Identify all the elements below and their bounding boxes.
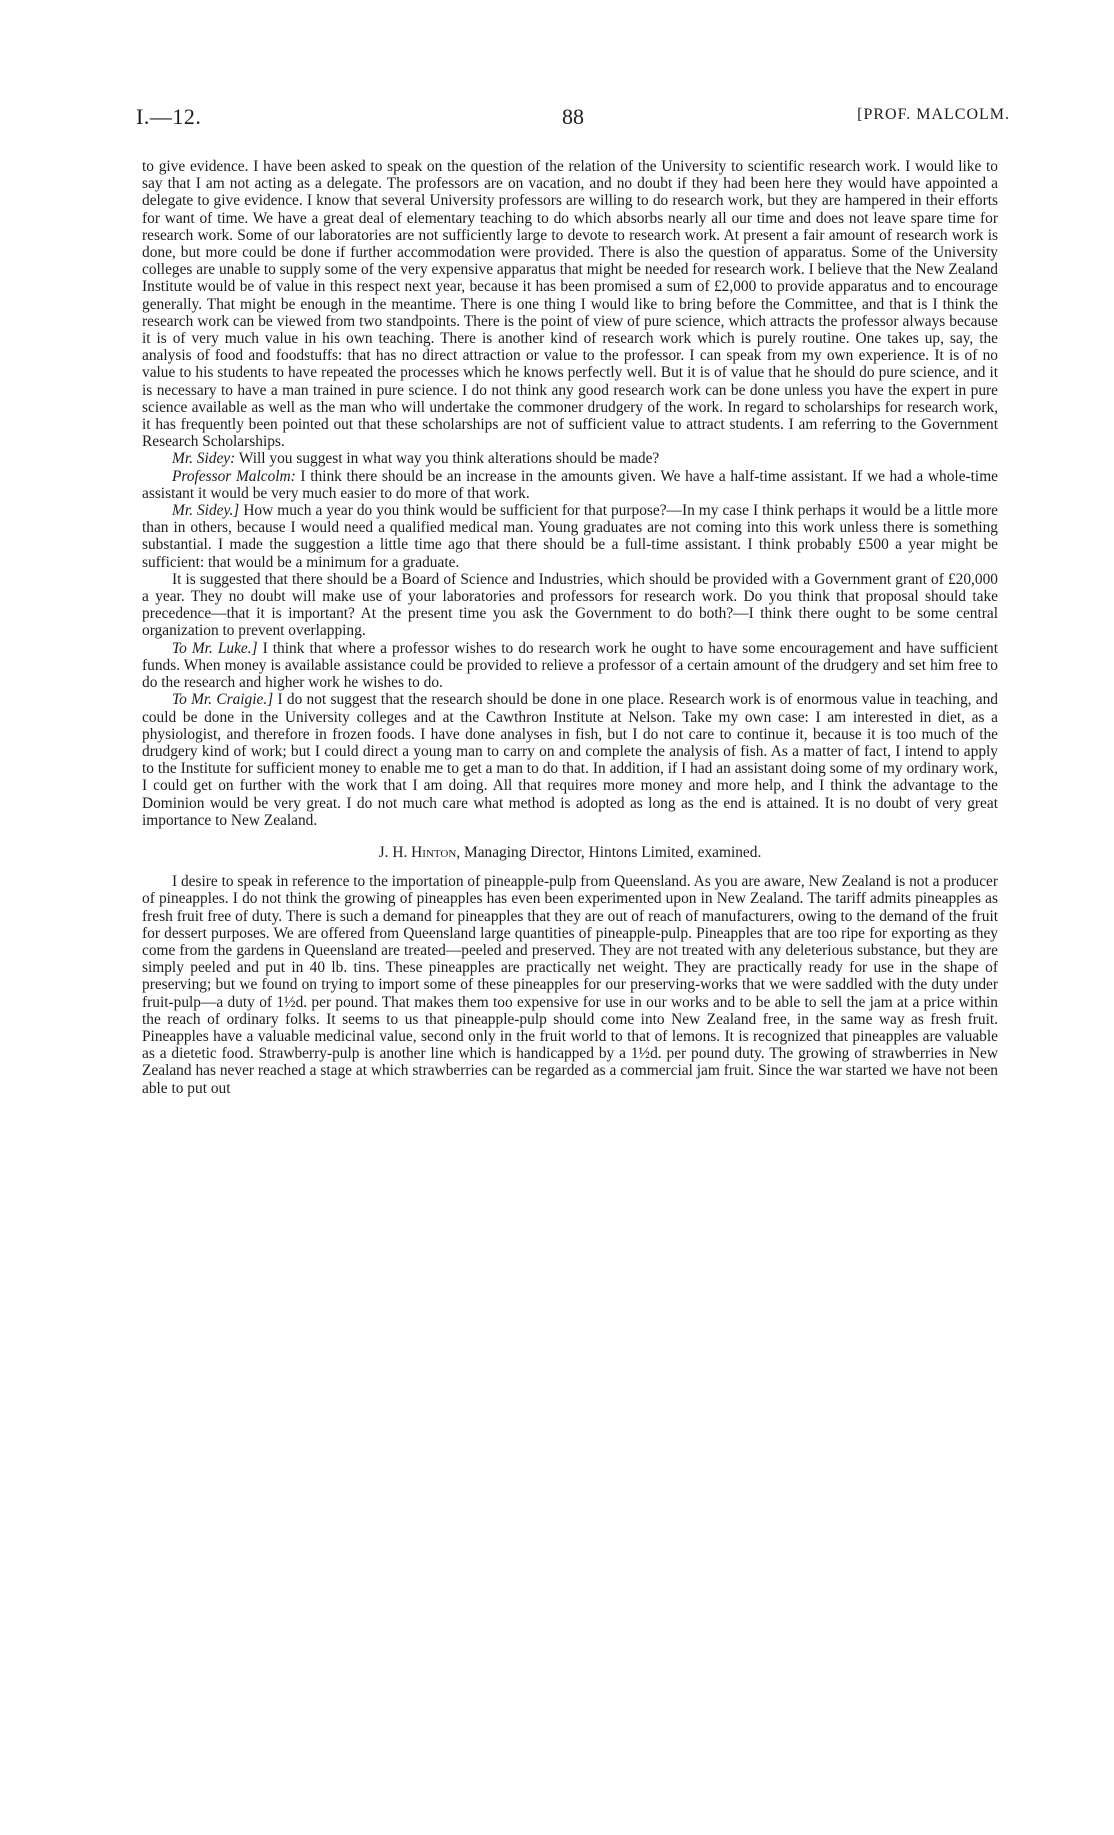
speaker-label: To Mr. Luke.] <box>172 639 258 657</box>
paragraph <box>142 502 998 571</box>
paragraph-text: I do not suggest that the research should be done in one place. Research work is of enormous value in teaching, and could be done in the University colleges and at the Cawthron Institute at Nelson. Take my own case: I am interested in diet, as a physiologist, and therefore in frozen foods. I have done analyses in fish, but I do not care to continue it, because it is too much of the drudgery kind of work; but I could direct a young man to carry on and complete the analysis of fish. As a matter of fact, I intend to apply to the Institute for sufficient money to enable me to get a man to do that. In addition, if I had an assistant doing some of my ordinary work, I could get on further with the work that I am doing. All that requires more money and more help, and I think the advantage to the Dominion would be very great. I do not much care what method is adopted as long as the end is attained. It is no doubt of very great importance to New Zealand. <box>142 691 998 829</box>
paragraph-text: I think that where a professor wishes to do research work he ought to have some encouragement and have sufficient funds. When money is available assistance could be provided to relieve a professor of a certain amount of the drudgery and set him free to do the research and higher work he wishes to do. <box>142 639 999 692</box>
page-number: 88 <box>562 104 584 129</box>
paragraph-text: Will you suggest in what way you think alterations should be made? <box>235 450 660 468</box>
paragraph <box>142 450 998 467</box>
paragraph-text: How much a year do you think would be sufficient for that purpose?—In my case I think perhaps it would be a little more than in others, because I would need a qualified medical man. Young graduates are not coming into this work unless there is something substantial. I made the suggestion a little time ago that there should be a full-time assistant. I think probably £500 a year might be sufficient: that would be a minimum for a graduate. <box>142 502 998 571</box>
speaker-label: Professor Malcolm: <box>172 467 296 485</box>
paragraph <box>142 468 998 502</box>
paragraph <box>142 691 998 829</box>
body-text <box>142 158 998 1097</box>
paragraph: to give evidence. I have been asked to speak on the question of the relation of the University to scientific research work. I would like to say that I am not acting as a delegate. The professors are on vacation, and no doubt if they had been here they would have appointed a delegate to give evidence. I know that several University professors are willing to do research work, but they are hampered in their efforts for want of time. We have a great deal of elementary teaching to do which absorbs nearly all our time and does not leave spare time for research work. Some of our laboratories are not sufficiently large to devote to research work. At present a fair amount of research work is done, but more could be done if further accommodation were provided. There is also the question of apparatus. Some of the University colleges are unable to supply some of the very expensive apparatus that might be needed for research work. I believe that the New Zealand Institute would be of value in this respect next year, because it has been promised a sum of £2,000 to provide apparatus and to encourage generally. That might be enough in the meantime. There is one thing I would like to bring before the Committee, and that is I think the research work can be viewed from two standpoints. There is the point of view of pure science, which attracts the professor always because it is of very much value in his own teaching. There is another kind of research work which is purely routine. One takes up, say, the analysis of food and foodstuffs: that has no direct attraction or value to the professor. I can speak from my own experience. It is of no value to his students to have repeated the processes which he knows perfectly well. But it is of value that he should do pure science, and it is necessary to have a man trained in pure science. I do not think any good research work can be done unless you have the expert in pure science available as well as the man who will undertake the commoner drudgery of the work. In regard to scholarships for research work, it has frequently been pointed out that these scholarships are not of sufficient value to attract students. I am referring to the Government Research Scholarships. <box>142 158 998 451</box>
speaker-label: To Mr. Craigie.] <box>172 691 274 709</box>
page-header <box>136 104 1010 134</box>
witness-surname: Hinton <box>411 843 457 861</box>
witness-title: , Managing Director, Hintons Limited, examined. <box>456 843 762 861</box>
paragraph: I desire to speak in reference to the importation of pineapple-pulp from Queensland. As you are aware, New Zealand is not a producer of pineapples. I do not think the growing of pineapples has even been experimented upon in New Zealand. The tariff admits pineapples as fresh fruit free of duty. There is such a demand for pineapples that they are out of reach of manufacturers, owing to the demand of the fruit for dessert purposes. We are offered from Queensland large quantities of pineapple-pulp. Pineapples that are too ripe for exporting as they come from the gardens in Queensland are treated—peeled and preserved. They are not treated with any deleterious substance, but they are simply peeled and put in 40 lb. tins. These pineapples are practically net weight. They are practically ready for use in the shape of preserving; but we found on trying to import some of these pineapples for our preserving-works that we were saddled with the duty under fruit-pulp—a duty of 1½d. per pound. That makes them too expensive for use in our works and to be able to sell the jam at a price within the reach of ordinary folks. It seems to us that pineapple-pulp should come into New Zealand free, in the same way as fresh fruit. Pineapples have a valuable medicinal value, second only in the fruit world to that of lemons. It is recognized that pineapples are valuable as a dietetic food. Strawberry-pulp is another line which is handicapped by a 1½d. per pound duty. The growing of strawberries in New Zealand has never reached a stage at which strawberries can be regarded as a commercial jam fruit. Since the war started we have not been able to put out <box>142 873 998 1097</box>
speaker-label: Mr. Sidey: <box>172 450 236 468</box>
witness-initials: J. H. <box>378 843 412 861</box>
paragraph: It is suggested that there should be a Board of Science and Industries, which should be provided with a Government grant of £20,000 a year. They no doubt will make use of your laboratories and professors for research work. Do you think that proposal should take precedence—that it is important? At the present time you ask the Government to do both?—I think there ought to be some central organization to prevent overlapping. <box>142 570 998 640</box>
witness-running-head: [PROF. MALCOLM. <box>857 106 1010 123</box>
speaker-label: Mr. Sidey.] <box>172 502 240 520</box>
witness-heading <box>142 844 998 861</box>
paragraph <box>142 640 998 692</box>
paper-reference: I.—12. <box>136 104 202 129</box>
paragraph-text: I think there should be an increase in the amounts given. We have a half-time assistant. If we had a whole-time assistant it would be very much easier to do more of that work. <box>142 467 999 502</box>
